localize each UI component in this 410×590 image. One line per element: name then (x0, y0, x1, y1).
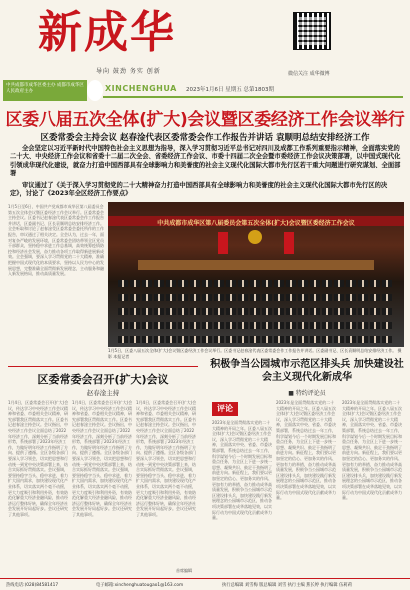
left-story-body: 1月4日，区委常委会召开(扩大)会议，传达学习中央经济工作会议精神和省委、市委相关会议精神，研究部署我区贯彻落实工作。区委书记赵春淦主持会议。会议指出，中央经济工作会议全面总结了2022年经济工作，深刻分析了当前经济形势，系统部署了2023年经济工作，为做好明年经济工作指明了方向、提供了遵循。全区各级各部门要深入学习领会，切实把思想和行动统一到党中央决策部署上来，结合实际抓好贯彻落实。会议强调，要坚持稳字当头、稳中求进，着力扩大国内需求，加快建设现代化产业体系，切实落实两个毫不动摇，更大力度吸引和利用外资，有效防范化解重大经济金融风险，推动经济运行整体好转，确保全年经济社会发展开好局起好步。会议还研究了其他事项。 (72, 400, 133, 517)
lead-headline[interactable]: 区委八届五次全体(扩大)会议暨区委经济工作会议举行 (5, 110, 405, 130)
org-badge (3, 80, 87, 101)
footer-email[interactable]: 电子邮箱:xinchenghuatougao1@163.com (96, 583, 184, 588)
audience-row (118, 308, 394, 315)
left-story-author: 首席编辑 (176, 568, 192, 573)
divider (8, 366, 198, 367)
qr-code-icon[interactable] (293, 12, 331, 50)
org-text: 中共成都市成华区委主办 成都市成华区人民政府主办 (6, 83, 84, 94)
flag-icon (218, 232, 228, 254)
lead-subhead: 区委常委会主持会议 赵春淦代表区委常委会作工作报告并讲话 袁顺明总结安排经济工作 (40, 133, 370, 143)
meeting-photo[interactable] (108, 202, 404, 347)
footer (0, 578, 410, 590)
audience-row (118, 280, 394, 287)
photo-caption-text: 1月5日，区委八届五次全体(扩大)会议暨区委经济工作会议举行。区委书记赵春淦代表区委常委会作工作报告并讲话。区委副书记、区长袁顺明总结安排经济工作。 (108, 348, 397, 353)
photo-credit: 摄影 本报记者 (108, 348, 402, 359)
qr-caption: 微信关注 成华微博 (288, 71, 330, 77)
left-story-subtitle: 赵春淦主持 (86, 389, 120, 397)
right-story-subtitle: ■ 特约评论员 (288, 390, 326, 397)
lead-paragraph: 全会坚定以习近平新时代中国特色社会主义思想为指导，深入学习贯彻习近平总书记对四川及成都工作系列重要指示精神，全面落实党的二十大、中央经济工作会议和省委十二届二次全会、省委经济工作会议、市委十四届二次全会暨市委经济工作会议决策部署，以中国式现代化引领成华现代化建设，就奋力打造中国西部具有全球影响力和美誉度的社会主义现代化国际大都市先行区若干重大问题进行研究谋划、全面部署 (10, 145, 401, 178)
masthead-slogan: 导向 鼓劲 务实 创新 (96, 68, 161, 75)
right-story-body: 2023年是全面贯彻落实党的二十大精神的开局之年。区委八届五次全体(扩大)会议暨区委经济工作会议，深入学习贯彻党的二十大精神，全面落实中央、省委、市委决策部署，系统总结过去一年工作，科学谋划今后一个时期发展目标和重点任务，为全区上下进一步统一思想、凝聚共识、鼓足干劲指明了前进方向。新征程上，我们要以更加坚定的信心、更加务实的作风、更加有力的举措，奋力推动成华高质量发展，积极争当公园城市示范区建设排头兵，加快建设践行新发展理念的公园城市示范区，推动各项决策部署在成华落地见效，以实际行动为中国式现代化贡献成华力量。 (342, 400, 402, 501)
left-story-body: 1月4日，区委常委会召开(扩大)会议，传达学习中央经济工作会议精神和省委、市委相关会议精神，研究部署我区贯彻落实工作。区委书记赵春淦主持会议。会议指出，中央经济工作会议全面总结了2022年经济工作，深刻分析了当前经济形势，系统部署了2023年经济工作，为做好明年经济工作指明了方向、提供了遵循。全区各级各部门要深入学习领会，切实把思想和行动统一到党中央决策部署上来，结合实际抓好贯彻落实。会议强调，要坚持稳字当头、稳中求进，着力扩大国内需求，加快建设现代化产业体系，切实落实两个毫不动摇，更大力度吸引和利用外资，有效防范化解重大经济金融风险，推动经济运行整体好转，确保全年经济社会发展开好局起好步。会议还研究了其他事项。 (8, 400, 69, 517)
right-story-body: 2023年是全面贯彻落实党的二十大精神的开局之年。区委八届五次全体(扩大)会议暨区委经济工作会议，深入学习贯彻党的二十大精神，全面落实中央、省委、市委决策部署，系统总结过去一年工作，科学谋划今后一个时期发展目标和重点任务，为全区上下进一步统一思想、凝聚共识、鼓足干劲指明了前进方向。新征程上，我们要以更加坚定的信心、更加务实的作风、更加有力的举措，奋力推动成华高质量发展，积极争当公园城市示范区建设排头兵，加快建设践行新发展理念的公园城市示范区，推动各项决策部署在成华落地见效，以实际行动为中国式现代化贡献成华力量。 (276, 400, 336, 501)
lead-body-column: 1月5日至6日，中国共产党成都市成华区第八届委员会第五次全体会议暨区委经济工作会议举行。区委常委会主持会议。区委书记赵春淦代表区委常委会作工作报告并讲话，区委副书记、区长袁顺明总结安排经济工作。全会听取和讨论了赵春淦受区委常委会委托所作的工作报告，审议通过了相关决定。全会认为，过去一年，面对复杂严峻的发展环境，区委常委会团结带领全区党员干部群众，坚持稳中求进工作总基调，高效统筹疫情防控和经济社会发展，奋力推动各项工作取得新进展新成效。全会强调，要深入学习贯彻党的二十大精神，准确把握中国式现代化的本质要求，坚持以人民为中心的发展思想，完整准确全面贯彻新发展理念，主动服务和融入新发展格局，推动高质量发展。 (8, 204, 104, 277)
divider (103, 96, 403, 98)
right-story-title[interactable]: 积极争当公园城市示范区排头兵 加快建设社会主义现代化新成华 (210, 359, 404, 383)
audience-row (118, 322, 394, 329)
brand-english: XINCHENGHUA (105, 84, 177, 93)
panda-logo-icon (87, 80, 103, 101)
flag-icon (284, 232, 294, 254)
left-story-title[interactable]: 区委常委会召开(扩大)会议 (37, 373, 169, 386)
podium (138, 260, 374, 270)
footer-phone: 热线电话:(028)84581417 (6, 583, 59, 588)
audience-row (118, 294, 394, 301)
comment-tag: 评论 (212, 402, 238, 416)
issue-info: 2023年1月6日 星期五 总第1803期 (186, 87, 274, 93)
left-story-body: 1月4日，区委常委会召开(扩大)会议，传达学习中央经济工作会议精神和省委、市委相关会议精神，研究部署我区贯彻落实工作。区委书记赵春淦主持会议。会议指出，中央经济工作会议全面总结了2022年经济工作，深刻分析了当前经济形势，系统部署了2023年经济工作，为做好明年经济工作指明了方向、提供了遵循。全区各级各部门要深入学习领会，切实把思想和行动统一到党中央决策部署上来，结合实际抓好贯彻落实。会议强调，要坚持稳字当头、稳中求进，着力扩大国内需求，加快建设现代化产业体系，切实落实两个毫不动摇，更大力度吸引和利用外资，有效防范化解重大经济金融风险，推动经济运行整体好转，确保全年经济社会发展开好局起好步。会议还研究了其他事项。 (136, 400, 197, 517)
org-bar (3, 80, 403, 101)
footer-editors: 执行总编辑 刘雪梅 版总编辑 刘雪 执行主编 蕉长婷 执行编辑 伍莉莉 (222, 583, 352, 588)
stage-banner-text: 中共成都市成华区第八届委员会第五次全体(扩大)会议暨区委经济工作会议 (157, 220, 355, 227)
lead-resolution: 审议通过了《关于深入学习贯彻党的二十大精神奋力打造中国西部具有全球影响力和美誉度的社会主义现代化国际大都市先行区的决定》，讨论了《2023年全区经济工作要点》 (10, 182, 388, 198)
masthead-title: 新成华 (38, 7, 176, 58)
audience-row (118, 336, 394, 343)
right-story-body: 2023年是全面贯彻落实党的二十大精神的开局之年。区委八届五次全体(扩大)会议暨区委经济工作会议，深入学习贯彻党的二十大精神，全面落实中央、省委、市委决策部署，系统总结过去一年工作，科学谋划今后一个时期发展目标和重点任务，为全区上下进一步统一思想、凝聚共识、鼓足干劲指明了前进方向。新征程上，我们要以更加坚定的信心、更加务实的作风、更加有力的举措，奋力推动成华高质量发展，积极争当公园城市示范区建设排头兵，加快建设践行新发展理念的公园城市示范区，推动各项决策部署在成华落地见效，以实际行动为中国式现代化贡献成华力量。 (212, 420, 272, 521)
party-emblem-icon (248, 230, 262, 244)
